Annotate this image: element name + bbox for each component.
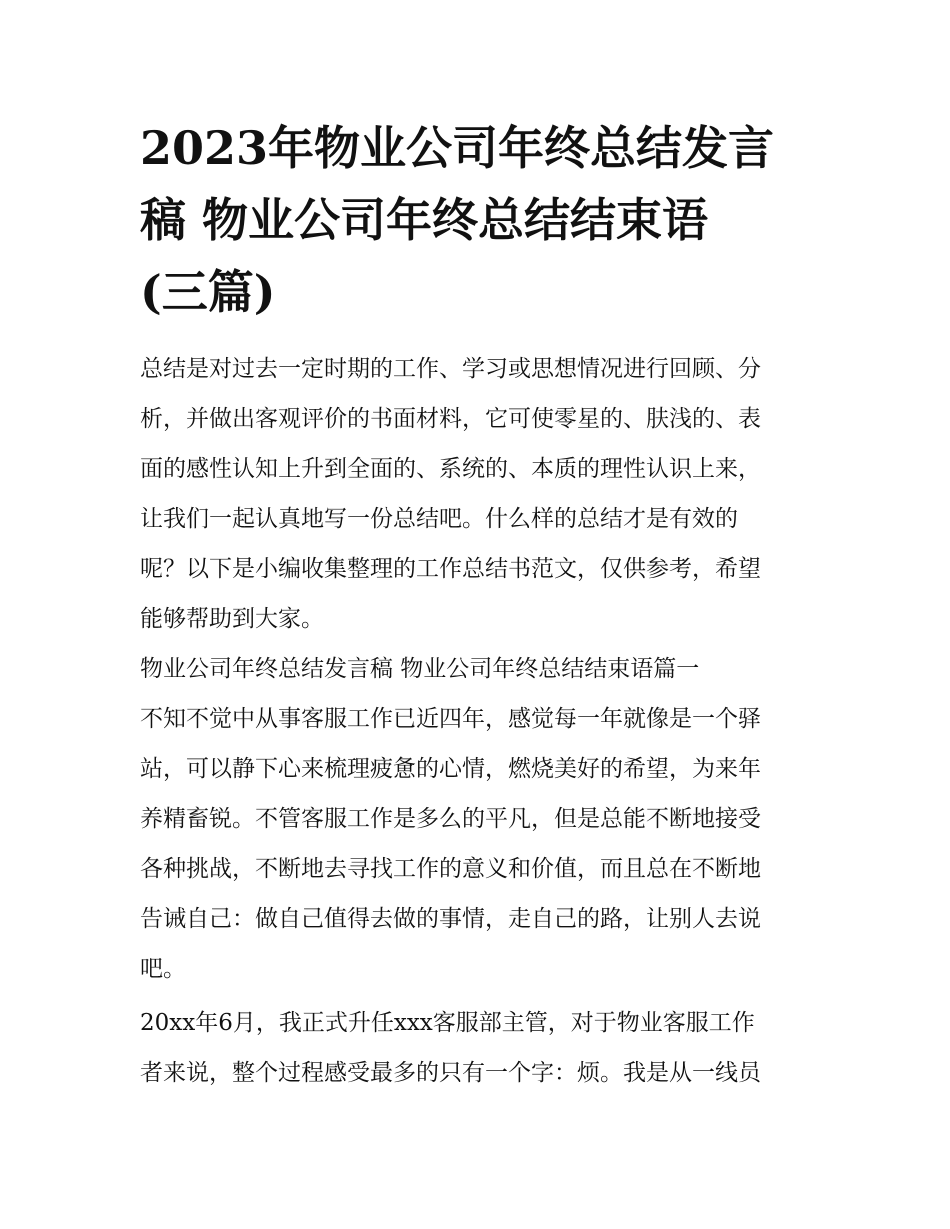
text-line: 总结是对过去一定时期的工作、学习或思想情况进行回顾、分 [140, 356, 761, 382]
text-line: 养精畜锐。不管客服工作是多么的平凡，但是总能不断地接受 [140, 806, 761, 832]
title-line: 2023年物业公司年终总结发言 [140, 121, 775, 175]
title-line: 稿 物业公司年终总结结束语 [140, 193, 709, 247]
body-paragraph-2 [140, 998, 820, 1098]
text-line: 者来说，整个过程感受最多的只有一个字：烦。我是从一线员 [140, 1060, 761, 1086]
document-body [140, 344, 820, 1098]
text-line: 呢？以下是小编收集整理的工作总结书范文，仅供参考，希望 [140, 556, 761, 582]
title-line: (三篇) [140, 265, 276, 319]
body-paragraph-1 [140, 694, 820, 994]
text-line: 面的感性认知上升到全面的、系统的、本质的理性认识上来， [140, 456, 761, 482]
document-page [140, 112, 820, 1098]
intro-paragraph [140, 344, 820, 644]
text-line: 20xx年6月，我正式升任xxx客服部主管，对于物业客服工作 [140, 1010, 755, 1036]
text-line: 不知不觉中从事客服工作已近四年，感觉每一年就像是一个驿 [140, 706, 761, 732]
text-line: 告诫自己：做自己值得去做的事情，走自己的路，让别人去说 [140, 906, 761, 932]
text-line: 能够帮助到大家。 [140, 606, 324, 632]
text-line: 析，并做出客观评价的书面材料，它可使零星的、肤浅的、表 [140, 406, 761, 432]
text-line: 物业公司年终总结发言稿 物业公司年终总结结束语篇一 [140, 656, 700, 682]
text-line: 各种挑战，不断地去寻找工作的意义和价值，而且总在不断地 [140, 856, 761, 882]
text-line: 吧。 [140, 956, 186, 982]
text-line: 站，可以静下心来梳理疲惫的心情，燃烧美好的希望，为来年 [140, 756, 761, 782]
document-title [140, 112, 820, 328]
text-line: 让我们一起认真地写一份总结吧。什么样的总结才是有效的 [140, 506, 738, 532]
section-heading [140, 644, 820, 694]
